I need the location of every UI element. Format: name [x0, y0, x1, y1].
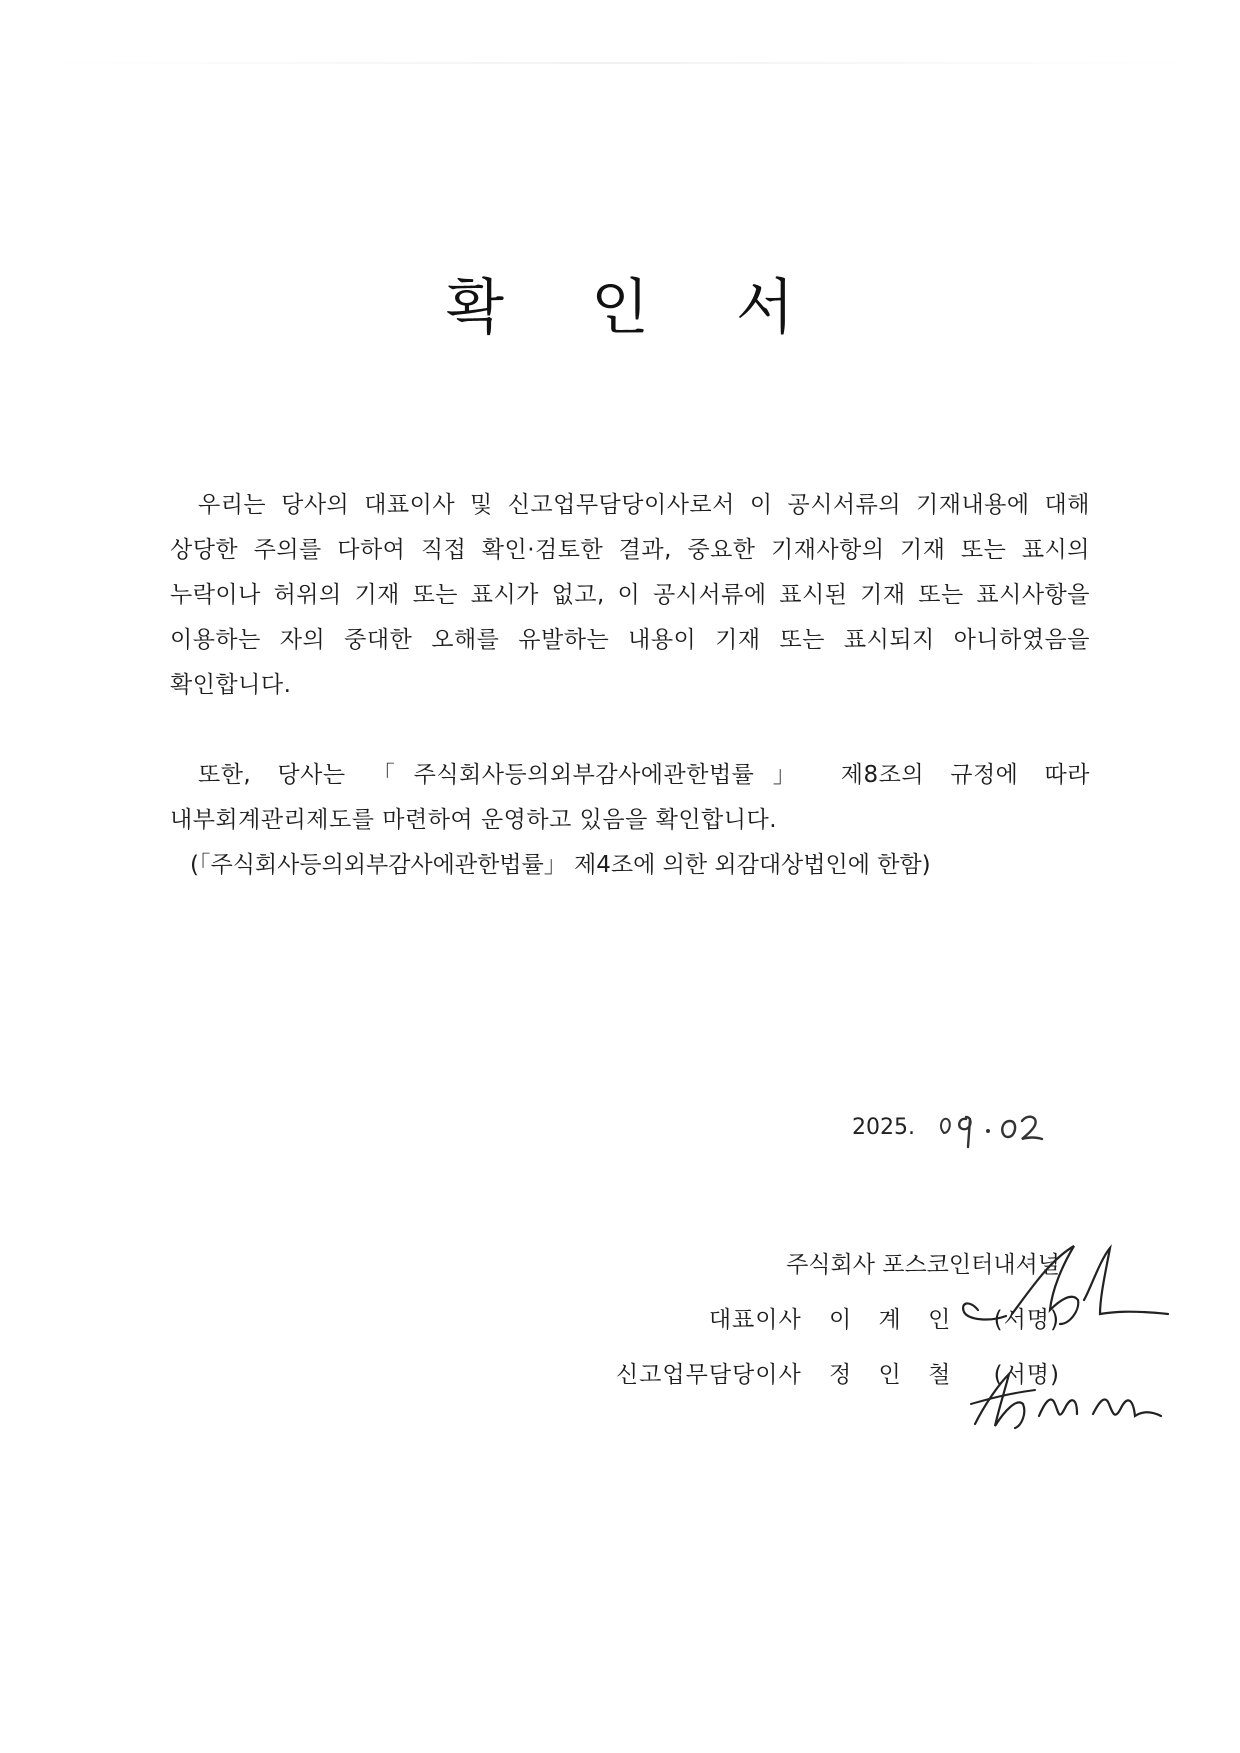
confirmation-paragraph: 우리는 당사의 대표이사 및 신고업무담당이사로서 이 공시서류의 기재내용에 대해 상당한 주의를 다하여 직접 확인·검토한 결과, 중요한 기재사항의 기재 또는 표시의 누락이나 허위의 기재 또는 표시가 없고, 이 공시서류에 표시된 기재 또는 표시사항을 이용하는 자의 중대한 오해를 유발하는 내용이 기재 또는 표시되지 아니하였음을 확인합니다. — [170, 492, 1090, 698]
date-printed-year: 2025. — [852, 1115, 915, 1140]
officer-role: 신고업무담당이사 — [615, 1362, 802, 1388]
officer-signature-mark: (서명) — [993, 1362, 1060, 1388]
applicability-note: (「주식회사등의외부감사에관한법률」 제4조에 의한 외감대상법인에 한함) — [190, 852, 931, 878]
handwritten-date — [936, 1097, 1076, 1157]
document-title: 확 인 서 — [445, 273, 829, 343]
company-line — [420, 1238, 1120, 1293]
officer-line — [420, 1348, 1120, 1403]
ceo-role: 대표이사 — [708, 1307, 802, 1333]
ceo-name: 이 계 인 — [829, 1307, 961, 1333]
officer-name: 정 인 철 — [829, 1362, 961, 1388]
signature-block — [420, 1238, 1120, 1403]
ceo-signature-mark: (서명) — [993, 1307, 1060, 1333]
company-name: 주식회사 포스코인터내셔널 — [786, 1252, 1060, 1278]
scan-edge-shadow — [40, 62, 1200, 64]
ceo-line — [420, 1293, 1120, 1348]
document-body — [170, 483, 1090, 888]
internal-control-paragraph: 또한, 당사는 「주식회사등의외부감사에관한법률」 제8조의 규정에 따라 내부회계관리제도를 마련하여 운영하고 있음을 확인합니다. — [170, 762, 1090, 833]
